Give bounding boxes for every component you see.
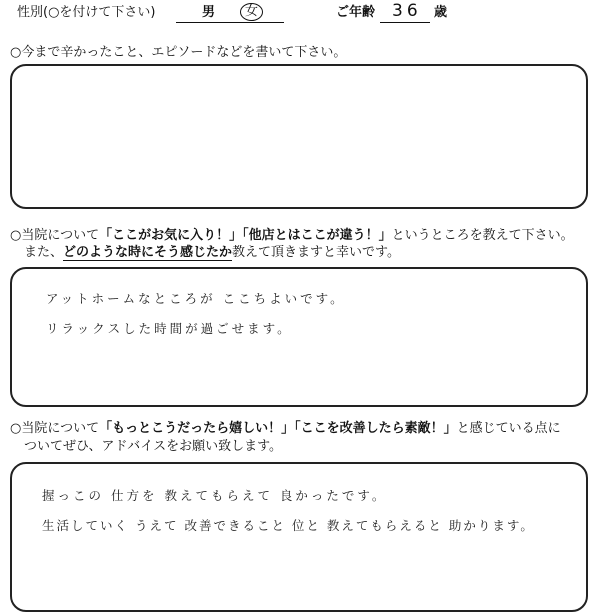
age-unit: 歳 [434, 5, 448, 20]
question-2-line2-intro: また、 [24, 245, 64, 260]
gender-male: 男 [202, 5, 216, 20]
question-3-intro: ○当院について [10, 421, 100, 436]
gender-underline [176, 22, 284, 23]
question-1-text: ○今まで辛かったこと、エピソードなどを書いて下さい。 [10, 45, 347, 60]
answer-box-1 [10, 64, 588, 209]
age-value: 36 [392, 1, 422, 21]
question-3-highlight: 「もっとこうだったら嬉しい！」「ここを改善したら素敵！」 [99, 421, 457, 436]
answer-2-line-1: アットホームなところが ここちよいです。 [46, 291, 346, 306]
question-2-line2-tail: 教えて頂きますと幸いです。 [232, 245, 400, 260]
question-3-line1 [10, 421, 561, 437]
answer-3-line-1: 握っこの 仕方を 教えてもらえて 良かったです。 [42, 488, 388, 503]
question-2-intro: ○当院について [10, 228, 100, 243]
age-underline [380, 22, 430, 23]
question-2-tail: というところを教えて下さい。 [391, 228, 574, 243]
answer-3-line-2: 生活していく うえて 改善できること 位と 教えてもらえると 助かります。 [42, 518, 535, 533]
question-3-tail: と感じている点に [456, 421, 561, 436]
gender-label: 性別(○を付けて下さい) [17, 5, 156, 20]
answer-box-3 [10, 462, 588, 612]
question-2-line2-highlight: どのような時にそう感じたか [63, 245, 233, 260]
answer-2-line-2: リラックスした時間が過ごせます。 [46, 321, 293, 336]
answer-box-2 [10, 267, 588, 407]
question-2-line1 [10, 228, 574, 244]
gender-female-circled [240, 3, 263, 21]
gender-female: 女 [240, 3, 263, 21]
question-2-highlight: 「ここがお気に入り！」「他店とはここが違う！」 [99, 228, 392, 243]
question-3-line2: ついてぜひ、アドバイスをお願い致します。 [24, 439, 283, 454]
age-label: ご年齢 [336, 5, 376, 20]
question-2-line2 [24, 245, 400, 261]
